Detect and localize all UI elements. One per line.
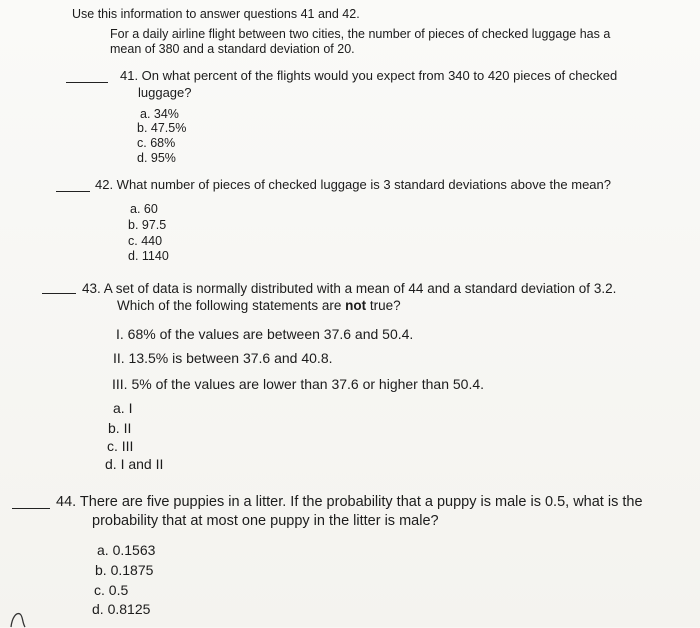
- option-43-c[interactable]: c. III: [107, 438, 134, 454]
- question-44-line2: probability that at most one puppy in the litter is male?: [92, 513, 439, 529]
- option-41-d[interactable]: d. 95%: [137, 151, 176, 165]
- answer-blank-41[interactable]: [66, 82, 108, 83]
- option-44-c[interactable]: c. 0.5: [94, 582, 129, 598]
- question-42-text: 42. What number of pieces of checked luggage is 3 standard deviations above the mean?: [95, 177, 611, 192]
- statement-I: I. 68% of the values are between 37.6 and 50.4.: [116, 326, 414, 342]
- question-43-line1: 43. A set of data is normally distributed with a mean of 44 and a standard deviation of 3.2.: [82, 281, 617, 296]
- statement-III: III. 5% of the values are lower than 37.6 or higher than 50.4.: [112, 376, 485, 392]
- intro-text: Use this information to answer questions 41 and 42.: [72, 7, 360, 21]
- pen-mark-icon: [8, 598, 30, 628]
- info-paragraph: For a daily airline flight between two cities, the number of pieces of checked luggage has a mean of 380 and a standard deviation of 20.: [110, 27, 611, 56]
- answer-blank-42[interactable]: [56, 191, 90, 192]
- option-41-b[interactable]: b. 47.5%: [137, 121, 187, 135]
- question-41-line1: 41. On what percent of the flights would you expect from 340 to 420 pieces of checked: [120, 68, 618, 83]
- option-44-d[interactable]: d. 0.8125: [92, 601, 151, 617]
- option-43-d[interactable]: d. I and II: [105, 456, 164, 472]
- option-42-c[interactable]: c. 440: [128, 234, 163, 248]
- option-42-b[interactable]: b. 97.5: [128, 218, 167, 232]
- question-41-line2: luggage?: [138, 85, 192, 100]
- question-44-line1: 44. There are five puppies in a litter. If the probability that a puppy is male is 0.5, what is the: [56, 494, 643, 510]
- answer-blank-44[interactable]: [12, 508, 50, 509]
- option-43-a[interactable]: a. I: [113, 400, 133, 416]
- option-43-b[interactable]: b. II: [108, 420, 132, 436]
- option-41-c[interactable]: c. 68%: [137, 136, 176, 150]
- option-42-d[interactable]: d. 1140: [128, 249, 169, 263]
- emphasis-not: not: [345, 298, 367, 313]
- option-41-a[interactable]: a. 34%: [140, 107, 179, 121]
- answer-blank-43[interactable]: [42, 293, 76, 294]
- option-42-a[interactable]: a. 60: [130, 202, 158, 216]
- question-43-line2: Which of the following statements are not true?: [117, 298, 401, 313]
- option-44-b[interactable]: b. 0.1875: [95, 562, 154, 578]
- option-44-a[interactable]: a. 0.1563: [97, 542, 156, 558]
- statement-II: II. 13.5% is between 37.6 and 40.8.: [113, 350, 333, 366]
